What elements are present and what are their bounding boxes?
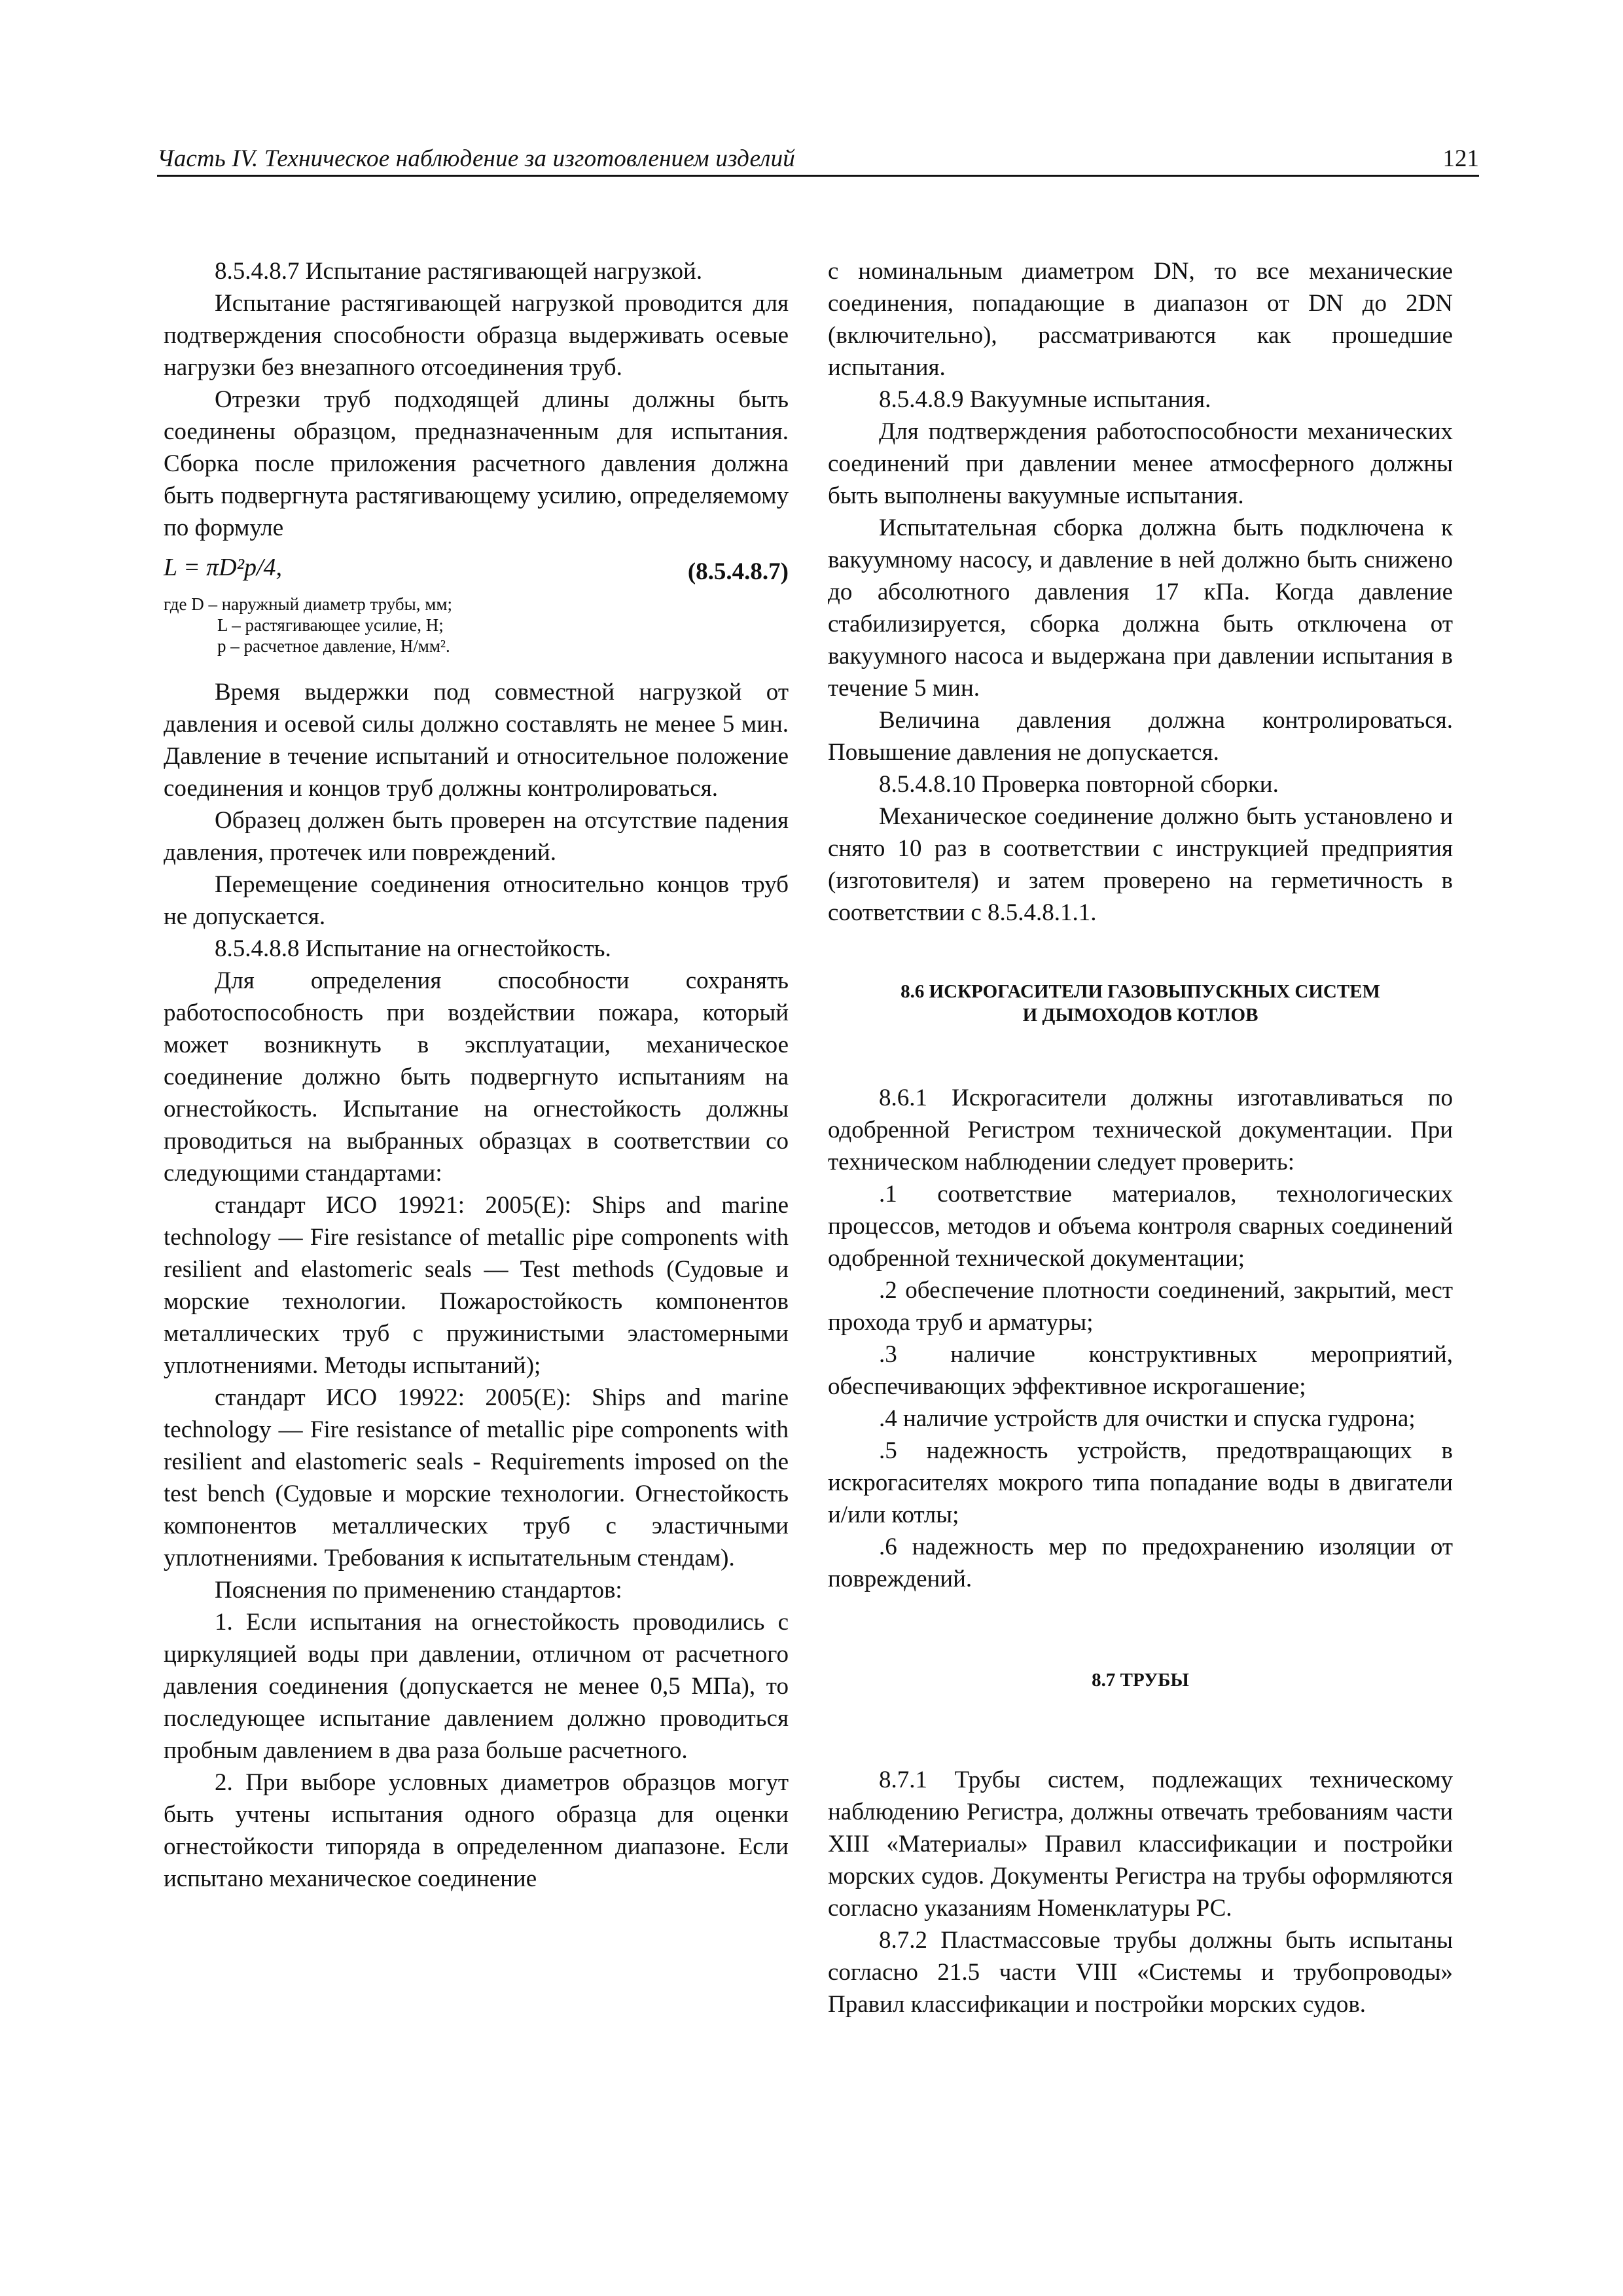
subsection-heading: 8.5.4.8.7 Испытание растягивающей нагрузкой. bbox=[215, 258, 703, 285]
paragraph: Образец должен быть проверен на отсутствие падения давления, протечек или повреждений. bbox=[164, 807, 789, 866]
paragraph: стандарт ИСО 19922: 2005(E): Ships and marine technology — Fire resistance of metallic pipe components with resilient and elastomeric seals - Requirements imposed on the test bench (Судовые и морские технологии. Огнестойкость компонентов металлических труб с эластичными уплотнениями. Требования к испытательным стендам). bbox=[164, 1384, 789, 1571]
legend-line: L – растягивающее усилие, Н; bbox=[217, 615, 444, 635]
paragraph: Механическое соединение должно быть установлено и снято 10 раз в соответствии с инструкцией предприятия (изготовителя) и затем проверено на герметичность в соответствии с 8.5.4.8.1.1. bbox=[828, 803, 1453, 926]
paragraph: 8.7.1 Трубы систем, подлежащих техническому наблюдению Регистра, должны отвечать требованиям части XIII «Материалы» Правил классификации и постройки морских судов. Документы Регистра на трубы оформляются согласно указаниям Номенклатуры РС. bbox=[828, 1767, 1453, 1922]
formula-block bbox=[164, 552, 789, 590]
paragraph: 1. Если испытания на огнестойкость проводились с циркуляцией воды при давлении, отличном от расчетного давления соединения (допускается не менее 0,5 МПа), то последующее испытание давлением должно проводиться пробным давлением в два раза больше расчетного. bbox=[164, 1609, 789, 1764]
list-item: .1 соответствие материалов, технологических процессов, методов и объема контроля сварных соединений одобренной технической документации; bbox=[828, 1181, 1453, 1272]
section-heading-line: И ДЫМОХОДОВ КОТЛОВ bbox=[1022, 1005, 1258, 1026]
paragraph: 2. При выборе условных диаметров образцов могут быть учтены испытания одного образца для оценки огнестойкости типоряда в определенном диапазоне. Если испытано механическое соединение bbox=[164, 1769, 789, 1892]
list-item: .4 наличие устройств для очистки и спуска гудрона; bbox=[879, 1405, 1416, 1432]
page-number: 121 bbox=[1442, 145, 1479, 172]
paragraph: Пояснения по применению стандартов: bbox=[215, 1577, 622, 1604]
paragraph: Перемещение соединения относительно концов труб не допускается. bbox=[164, 871, 789, 930]
subsection-heading: 8.5.4.8.10 Проверка повторной сборки. bbox=[879, 771, 1279, 798]
paragraph: Величина давления должна контролироваться. Повышение давления не допускается. bbox=[828, 707, 1453, 766]
running-header bbox=[157, 137, 1479, 177]
section-heading-line: 8.6 ИСКРОГАСИТЕЛИ ГАЗОВЫПУСКНЫХ СИСТЕМ bbox=[901, 981, 1380, 1002]
paragraph: Испытательная сборка должна быть подключена к вакуумному насосу, и давление в ней должно быть снижено до абсолютного давления 17 кПа. Когда давление стабилизируется, сборка должна быть отключена от вакуумного насоса и выдержана при давлении испытания в течение 5 мин. bbox=[828, 514, 1453, 702]
list-item: .5 надежность устройств, предотвращающих в искрогасителях мокрого типа попадание воды в двигатели и/или котлы; bbox=[828, 1437, 1453, 1528]
header-rule bbox=[157, 175, 1479, 177]
paragraph: 8.7.2 Пластмассовые трубы должны быть испытаны согласно 21.5 части VIII «Системы и трубопроводы» Правил классификации и постройки морских судов. bbox=[828, 1927, 1453, 2018]
paragraph: стандарт ИСО 19921: 2005(E): Ships and marine technology — Fire resistance of metallic pipe components with resilient and elastomeric seals — Test methods (Судовые и морские технологии. Пожаростойкость компонентов металлических труб с пружинистыми эластомерными уплотнениями. Методы испытаний); bbox=[164, 1192, 789, 1379]
legend-line: где D – наружный диаметр трубы, мм; bbox=[164, 594, 452, 614]
paragraph: Время выдержки под совместной нагрузкой от давления и осевой силы должно составлять не менее 5 мин. Давление в течение испытаний и относительное положение соединения и концов труб должны контролироваться. bbox=[164, 679, 789, 802]
paragraph: с номинальным диаметром DN, то все механические соединения, попадающие в диапазон от DN до 2DN (включительно), рассматриваются как прошедшие испытания. bbox=[828, 258, 1453, 381]
paragraph: Испытание растягивающей нагрузкой проводится для подтверждения способности образца выдерживать осевые нагрузки без внезапного отсоединения труб. bbox=[164, 290, 789, 381]
paragraph: Для определения способности сохранять работоспособность при воздействии пожара, который может возникнуть в эксплуатации, механическое соединение должно быть подвергнуто испытаниям на огнестойкость. Испытание на огнестойкость должны проводиться на выбранных образцах в соответствии со следующими стандартами: bbox=[164, 967, 789, 1187]
section-heading-8-6 bbox=[828, 980, 1453, 1027]
subsection-heading: 8.5.4.8.9 Вакуумные испытания. bbox=[879, 386, 1211, 413]
legend-line: p – расчетное давление, Н/мм². bbox=[217, 636, 450, 656]
list-item: .3 наличие конструктивных мероприятий, обеспечивающих эффективное искрогашение; bbox=[828, 1341, 1453, 1400]
section-heading-8-7: 8.7 ТРУБЫ bbox=[1092, 1670, 1189, 1691]
formula-number: (8.5.4.8.7) bbox=[687, 558, 789, 585]
paragraph: Отрезки труб подходящей длины должны быть соединены образцом, предназначенным для испытания. Сборка после приложения расчетного давления должна быть подвергнута растягивающему усилию, определяемому по формуле bbox=[164, 386, 789, 541]
running-title: Часть IV. Техническое наблюдение за изготовлением изделий bbox=[157, 145, 795, 172]
formula-legend bbox=[164, 594, 789, 656]
list-item: .2 обеспечение плотности соединений, закрытий, мест прохода труб и арматуры; bbox=[828, 1277, 1453, 1336]
list-item: .6 надежность мер по предохранению изоляции от повреждений. bbox=[828, 1534, 1453, 1592]
formula: L = πD²p/4, bbox=[164, 554, 283, 581]
left-column bbox=[164, 255, 789, 1895]
subsection-heading: 8.5.4.8.8 Испытание на огнестойкость. bbox=[215, 935, 611, 962]
paragraph: Для подтверждения работоспособности механических соединений при давлении менее атмосферного должны быть выполнены вакуумные испытания. bbox=[828, 418, 1453, 509]
right-column bbox=[828, 255, 1453, 2020]
paragraph: 8.6.1 Искрогасители должны изготавливаться по одобренной Регистром технической документации. При техническом наблюдении следует проверить: bbox=[828, 1085, 1453, 1175]
